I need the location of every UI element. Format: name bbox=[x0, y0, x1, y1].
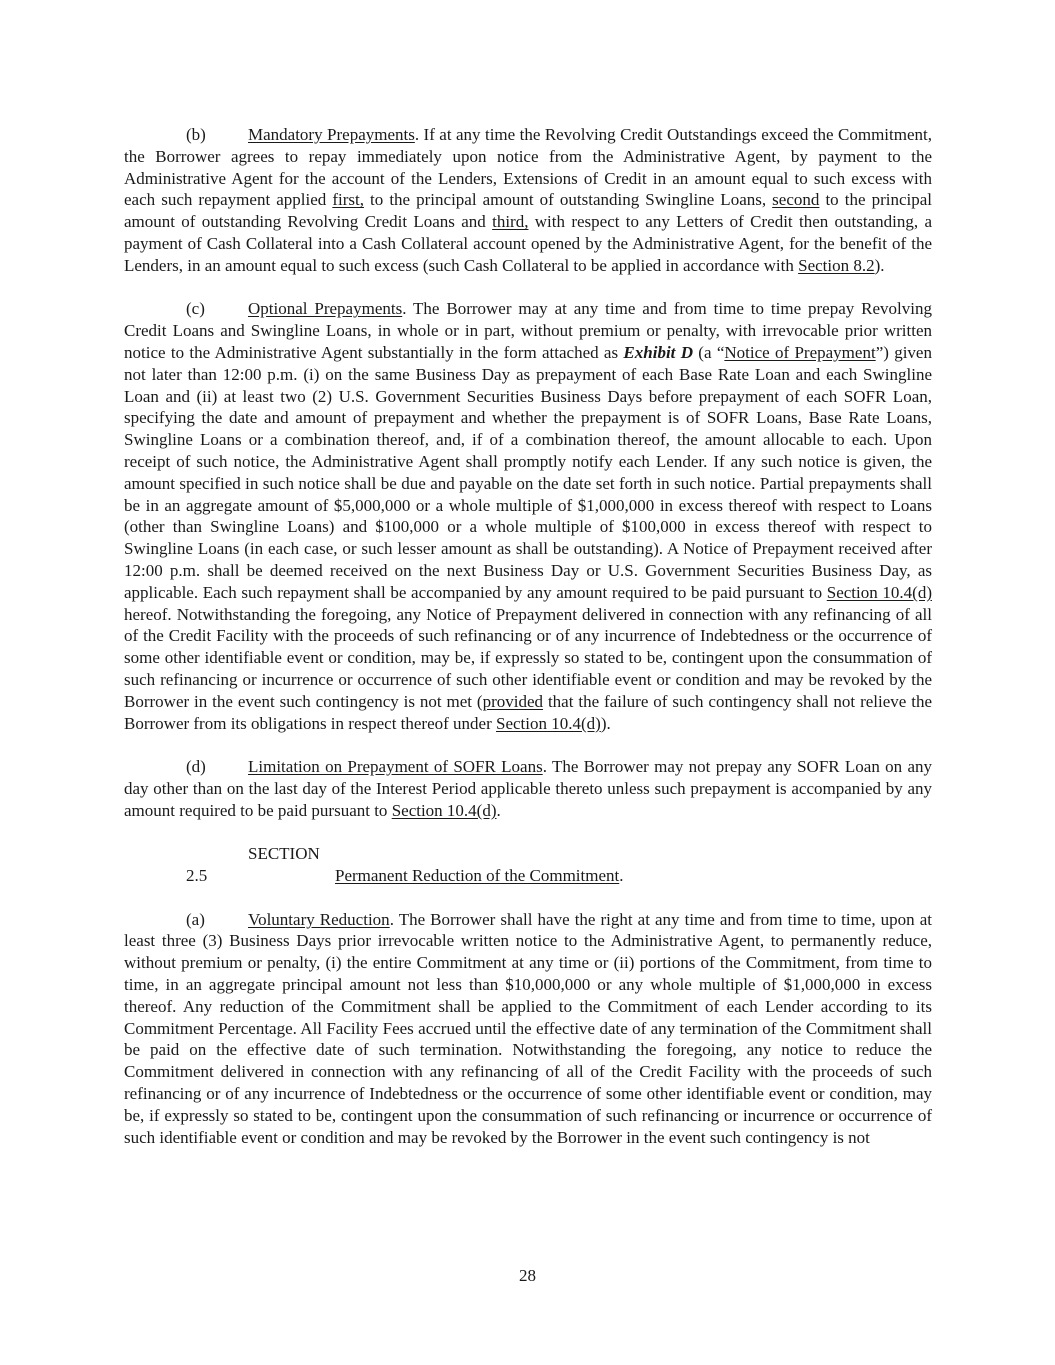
section-number: SECTION 2.5 bbox=[186, 844, 320, 886]
section-reference: Section 10.4(d) bbox=[496, 713, 601, 733]
defined-term-provided: provided bbox=[482, 691, 544, 711]
paragraph-heading: Limitation on Prepayment of SOFR Loans bbox=[248, 757, 543, 777]
paragraph-heading: Mandatory Prepayments bbox=[248, 125, 415, 144]
section-heading: SECTION 2.5 Permanent Reduction of the Commitment. bbox=[186, 844, 624, 886]
defined-term-first: first, bbox=[332, 190, 364, 210]
paragraph-label: (b) bbox=[186, 125, 206, 144]
paragraph-b-mandatory-prepayments: (b) Mandatory Prepayments. If at any time the Revolving Credit Outstandings exceed the Commitment, the Borrower agrees to repay immediately upon notice from the Administrative Agent, by payment to the Administrative Agent for the account of the Lenders, Extensions of Credit in an amount equal to such excess with each such repayment applied first, to the principal amount of outstanding Swingline Loans, second to the principal amount of outstanding Revolving Credit Loans and third, with respect to any Letters of Credit then outstanding, a payment of Cash Collateral into a Cash Collateral account opened by the Administrative Agent, for the benefit of the Lenders, in an amount equal to such excess (such Cash Collateral to be applied in accordance with Section 8.2). bbox=[124, 125, 932, 275]
paragraph-a-voluntary-reduction: (a) Voluntary Reduction. The Borrower shall have the right at any time and from time to time, upon at least three (3) Business Days prior irrevocable written notice to the Administrative Agent, to permanently reduce, without premium or penalty, (i) the entire Commitment at any time or (ii) portions of the Commitment, from time to time, in an aggregate principal amount not less than $10,000,000 or any whole multiple of $1,000,000 in excess thereof. Any reduction of the Commitment shall be applied to the Commitment of each Lender according to its Commitment Percentage. All Facility Fees accrued until the effective date of any termination of the Commitment shall be paid on the effective date of such termination. Notwithstanding the foregoing, any notice to reduce the Commitment delivered in connection with any refinancing of all of the Credit Facility with the proceeds of such refinancing or of any incurrence of Indebtedness or the occurrence of some other identifiable event or condition, may be, if expressly so stated to be, contingent upon the consummation of such refinancing or incurrence or occurrence of such identifiable event or condition and may be revoked by the Borrower in the event such contingency is not bbox=[124, 909, 932, 1147]
paragraph-c-optional-prepayments: (c) Optional Prepayments. The Borrower may at any time and from time to time prepay Revolving Credit Loans and Swingline Loans, in whole or in part, without premium or penalty, with irrevocable prior written notice to the Administrative Agent substantially in the form attached as Exhibit D (a “Notice of Prepayment”) given not later than 12:00 p.m. (i) on the same Business Day as prepayment of each Base Rate Loan and each Swingline Loan and (ii) at least two (2) U.S. Government Securities Business Days before prepayment of each SOFR Loan, specifying the date and amount of prepayment and whether the prepayment is of SOFR Loans, Base Rate Loans, Swingline Loans or a combination thereof, and, if of a combination thereof, the amount allocable to each. Upon receipt of such notice, the Administrative Agent shall promptly notify each Lender. If any such notice is given, the amount specified in such notice shall be due and payable on the date set forth in such notice. Partial prepayments shall be in an aggregate amount of $5,000,000 or a whole multiple of $1,000,000 in excess thereof with respect to Loans (other than Swingline Loans) and $100,000 or a whole multiple of $100,000 in excess thereof with respect to Swingline Loans (in each case, or such lesser amount as shall be outstanding). A Notice of Prepayment received after 12:00 p.m. shall be deemed received on the next Business Day or U.S. Government Securities Business Day, as applicable. Each such repayment shall be accompanied by any amount required to be paid pursuant to Section 10.4(d) hereof. Notwithstanding the foregoing, any Notice of Prepayment delivered in connection with any refinancing of all of the Credit Facility with the proceeds of such refinancing or of any incurrence of Indebtedness or the occurrence of some other identifiable event or condition, may be, if expressly so stated to be, contingent upon the consummation of such refinancing or incurrence or occurrence of such other identifiable event or condition and may be revoked by the Borrower in the event such contingency is not met (provided that the failure of such contingency shall not relieve the Borrower from its obligations in respect thereof under Section 10.4(d)). bbox=[124, 299, 932, 733]
section-title: Permanent Reduction of the Commitment bbox=[335, 866, 620, 886]
section-reference: Section 10.4(d) bbox=[826, 582, 932, 602]
paragraph-label: (c) bbox=[186, 299, 205, 319]
defined-term-second: second bbox=[772, 190, 820, 210]
paragraph-label: (d) bbox=[186, 757, 206, 777]
defined-term-notice-of-prepayment: Notice of Prepayment bbox=[724, 342, 876, 362]
paragraph-heading: Optional Prepayments bbox=[248, 299, 403, 319]
section-reference: Section 10.4(d) bbox=[391, 800, 497, 820]
paragraph-label: (a) bbox=[186, 909, 205, 929]
page-number: 28 bbox=[519, 1266, 536, 1285]
section-reference: Section 8.2 bbox=[798, 255, 875, 275]
paragraph-d-limitation-on-prepayment: (d) Limitation on Prepayment of SOFR Loans. The Borrower may not prepay any SOFR Loan on any day other than on the last day of the Interest Period applicable thereto unless such prepayment is accompanied by any amount required to be paid pursuant to Section 10.4(d). bbox=[124, 757, 932, 820]
exhibit-reference: Exhibit D bbox=[623, 342, 693, 362]
document-page bbox=[124, 124, 932, 1170]
defined-term-third: third, bbox=[492, 212, 529, 232]
paragraph-heading: Voluntary Reduction bbox=[248, 909, 390, 929]
